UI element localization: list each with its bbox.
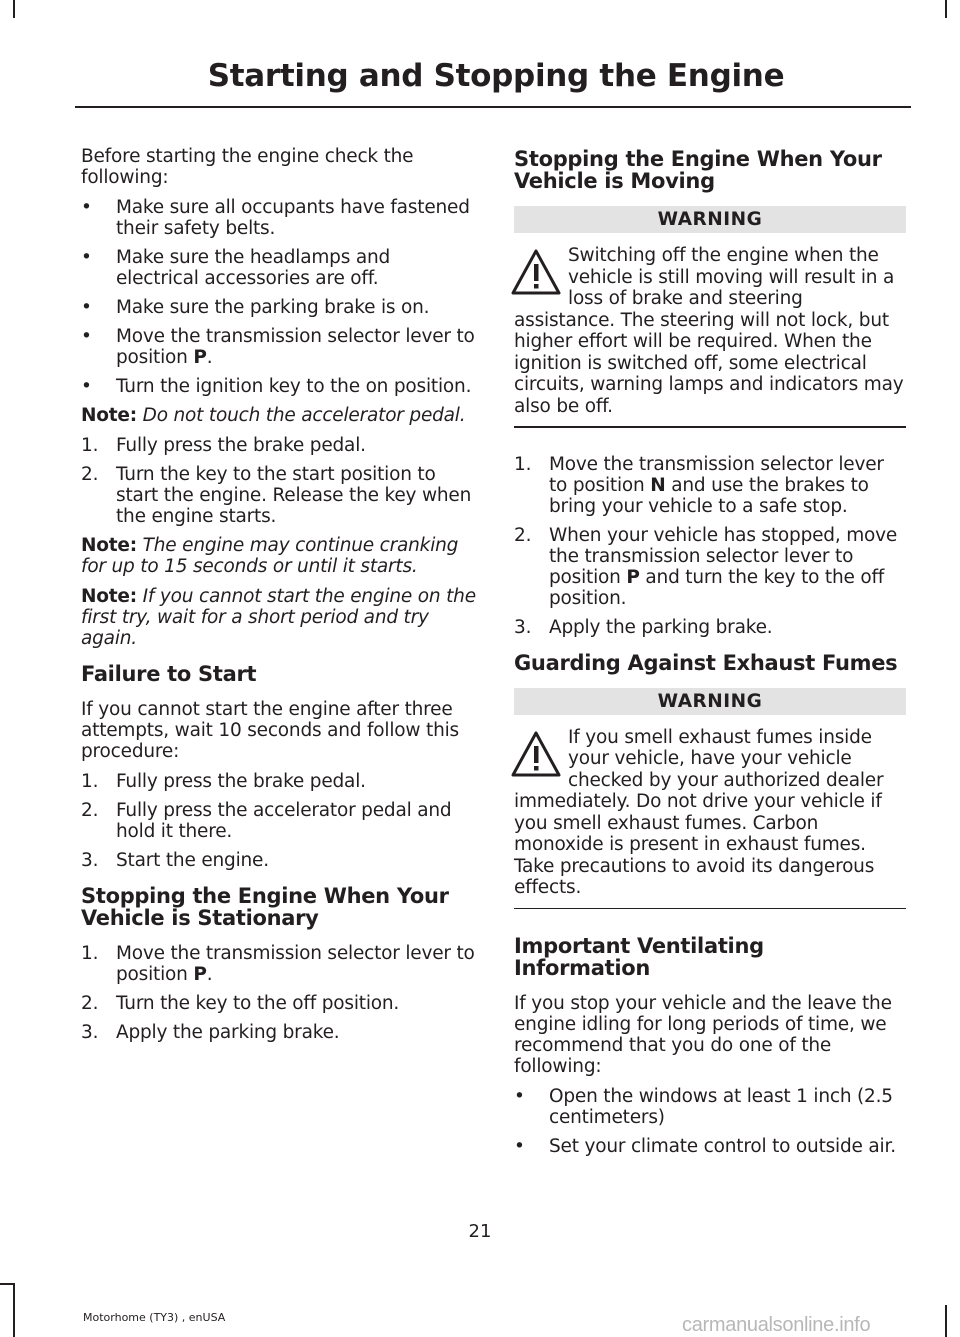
position-letter: P	[193, 964, 207, 985]
warning-text: If you smell exhaust fumes inside your vehicle, have your vehicle checked by your authorized dealer immediately. Do not drive your vehicle if you smell exhaust fumes. Carbon monoxide is present in exhaust fumes. Take precautions to avoid its dangerous effects.	[514, 726, 884, 898]
position-letter: P	[193, 347, 207, 368]
list-item	[81, 376, 476, 397]
list-item	[81, 993, 476, 1014]
list-item-text: Turn the ignition key to the on position.	[116, 376, 472, 397]
warning-triangle-icon	[510, 729, 562, 781]
list-item	[514, 525, 906, 609]
warning-divider	[514, 426, 906, 428]
list-item	[81, 297, 476, 318]
note-text: The engine may continue cranking for up to 15 seconds or until it starts.	[81, 535, 459, 577]
list-item-text: When your vehicle has stopped, move the transmission selector lever to position	[549, 524, 898, 588]
position-letter: P	[626, 566, 640, 588]
list-item-text: Move the transmission selector lever to position	[116, 326, 475, 368]
list-item	[514, 617, 906, 638]
note-retry	[81, 586, 476, 649]
ventilating-list	[514, 1086, 906, 1157]
list-item-text: Apply the parking brake.	[549, 616, 773, 638]
bullet: •	[81, 297, 92, 318]
failure-steps	[81, 771, 476, 871]
warning-triangle-icon	[510, 247, 562, 299]
warning-banner: WARNING	[514, 688, 906, 715]
section-heading-stationary: Stopping the Engine When Your Vehicle is Stationary	[81, 884, 449, 930]
section-heading-ventilating: Important Ventilating Information	[514, 934, 764, 980]
crop-mark-bottom-right	[945, 1305, 947, 1337]
note-label: Note:	[81, 586, 137, 607]
list-item-text: Make sure the parking brake is on.	[116, 297, 430, 318]
step-number: 3.	[514, 616, 532, 638]
step-number: 2.	[514, 524, 532, 546]
list-item-text: Open the windows at least 1 inch (2.5 centimeters)	[549, 1086, 893, 1128]
position-letter: N	[650, 474, 666, 496]
list-item	[81, 247, 476, 289]
list-item-text: Make sure all occupants have fastened their safety belts.	[116, 197, 470, 239]
list-item	[514, 1136, 906, 1157]
page-title: Starting and Stopping the Engine	[207, 58, 785, 94]
right-column	[514, 146, 906, 1165]
step-number: 2.	[81, 993, 99, 1014]
crop-mark-top-left	[13, 0, 15, 18]
start-steps	[81, 435, 476, 527]
moving-steps	[514, 454, 906, 638]
step-number: 1.	[514, 453, 532, 475]
list-item-text: Move the transmission selector lever to position	[116, 943, 475, 985]
warning-text: Switching off the engine when the vehicle is still moving will result in a loss of brake and steering assistance. The steering will not lock, but higher effort will be required. When the ignition is switched off, some electrical circuits, warning lamps and indicators may also be off.	[514, 245, 904, 417]
list-item	[81, 435, 476, 456]
warning-divider	[514, 908, 906, 910]
note-label: Note:	[81, 535, 137, 556]
list-item-text: Apply the parking brake.	[116, 1022, 340, 1043]
note-text: If you cannot start the engine on the first try, wait for a short period and try again.	[81, 586, 476, 649]
step-number: 1.	[81, 435, 99, 456]
note-cranking	[81, 535, 476, 577]
bullet: •	[81, 197, 92, 218]
bullet: •	[81, 326, 92, 347]
ventilating-intro: If you stop your vehicle and the leave the engine idling for long periods of time, we recommend that you do one of the following:	[514, 993, 892, 1077]
pre-start-checklist	[81, 197, 476, 397]
step-number: 3.	[81, 850, 99, 871]
list-item	[81, 197, 476, 239]
bullet: •	[81, 376, 92, 397]
bullet: •	[514, 1086, 525, 1107]
step-number: 1.	[81, 771, 99, 792]
step-number: 3.	[81, 1022, 99, 1043]
list-item	[81, 464, 476, 527]
list-item-text: Make sure the headlamps and electrical accessories are off.	[116, 247, 391, 289]
list-item: • Move the transmission selector lever to position P.	[81, 326, 475, 368]
list-item	[81, 800, 476, 842]
list-item-text: Fully press the brake pedal.	[116, 435, 366, 456]
warning-box-moving	[514, 245, 906, 417]
watermark: carmanualsonline.info	[682, 1314, 871, 1336]
section-heading-exhaust: Guarding Against Exhaust Fumes	[514, 650, 898, 675]
bullet: •	[81, 247, 92, 268]
bullet: •	[514, 1136, 525, 1157]
header-rule	[75, 106, 911, 108]
list-item-text: Turn the key to the off position.	[116, 993, 400, 1014]
warning-banner: WARNING	[514, 206, 906, 233]
list-item-text: Move the transmission selector lever to position	[549, 453, 884, 496]
document-id: Motorhome (TY3) , enUSA	[83, 1311, 226, 1324]
section-heading-failure: Failure to Start	[81, 662, 257, 686]
warning-box-exhaust	[514, 727, 906, 899]
intro-paragraph: Before starting the engine check the following:	[81, 146, 414, 188]
list-item-text: and turn the key to the off position.	[549, 566, 885, 609]
list-item	[81, 850, 476, 871]
list-item-text: Turn the key to the start position to start the engine. Release the key when the engine starts.	[116, 464, 472, 527]
list-item-text: and use the brakes to bring your vehicle to a safe stop.	[549, 474, 869, 517]
list-item: 1. Move the transmission selector lever to position P.	[81, 943, 475, 985]
list-item	[514, 1086, 906, 1128]
step-number: 2.	[81, 464, 99, 485]
crop-mark-top-right	[945, 0, 947, 18]
list-item-text: Fully press the brake pedal.	[116, 771, 366, 792]
crop-mark-bottom-left-h	[0, 1283, 15, 1285]
stationary-steps	[81, 943, 476, 1043]
page-number: 21	[468, 1221, 492, 1242]
crop-mark-bottom-left	[13, 1283, 15, 1337]
list-item	[514, 454, 906, 517]
note-label: Note:	[81, 405, 137, 426]
note-text: Do not touch the accelerator pedal.	[142, 405, 466, 426]
list-item	[81, 1022, 476, 1043]
list-item	[81, 771, 476, 792]
step-number: 2.	[81, 800, 99, 821]
failure-intro: If you cannot start the engine after three attempts, wait 10 seconds and follow this procedure:	[81, 699, 459, 762]
list-item-text: Start the engine.	[116, 850, 269, 871]
note-accelerator	[81, 405, 476, 426]
left-column	[81, 146, 476, 1051]
step-number: 1.	[81, 943, 99, 964]
section-heading-moving: Stopping the Engine When Your Vehicle is Moving	[514, 147, 882, 193]
list-item-text: Fully press the accelerator pedal and hold it there.	[116, 800, 452, 842]
list-item-text: Set your climate control to outside air.	[549, 1136, 896, 1157]
